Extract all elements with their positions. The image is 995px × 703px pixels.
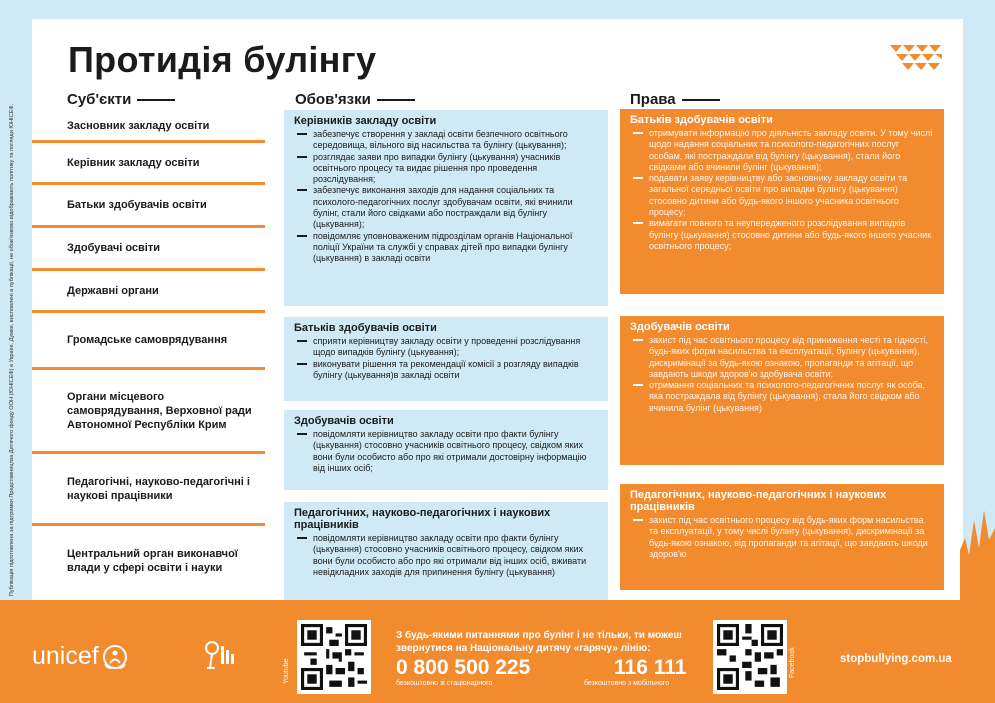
qr-code-icon — [301, 624, 367, 690]
youtube-qr-code[interactable] — [297, 620, 371, 694]
list-item: Органи місцевого самоврядування, Верховної ради Автономної Республіки Крим — [32, 370, 265, 454]
decorative-spikes-icon — [960, 510, 995, 602]
list-item: Батьки здобувачів освіти — [32, 185, 265, 228]
rights-title: Права — [630, 91, 676, 108]
list-item: виконувати рішення та рекомендації комісії з розгляду випадків булінгу (цькування)в закладі освіти — [294, 359, 598, 382]
phone-mobile[interactable]: 116 111 — [614, 656, 687, 679]
qr-code-icon — [717, 624, 783, 690]
facebook-qr-code[interactable] — [713, 620, 787, 694]
list-item: Керівник закладу освіти — [32, 143, 265, 185]
duty-heading: Педагогічних, науково-педагогічних і наукових працівників — [294, 507, 551, 531]
duty-heading: Батьків здобувачів освіти — [294, 322, 437, 334]
unicef-wordmark: unicef — [32, 642, 99, 670]
list-item: отримання соціальних та психолого-педагогічних послуг як особа, яка постраждала від булінгу (цькування), стала його свідком або вчинила булінг (цькування) — [630, 380, 934, 414]
list-item: Центральний орган виконавчої влади у сфері освіти і науки — [67, 548, 238, 574]
duties-title: Обов'язки — [295, 91, 371, 108]
phone-mobile-note: безкоштовно з мобільного — [584, 680, 670, 687]
rights-box-students — [620, 316, 944, 465]
rights-heading: Педагогічних, науково-педагогічних і наукових працівників — [630, 489, 887, 513]
duty-box-students — [284, 410, 608, 490]
duty-box-heads — [284, 110, 608, 306]
website-link[interactable]: stopbullying.com.ua — [840, 653, 952, 665]
duty-heading: Здобувачів освіти — [294, 415, 394, 427]
triangles-logo-icon — [890, 45, 942, 71]
hotline-line-1: З будь-якими питаннями про булінг і не тільки, ти можеш — [396, 630, 682, 641]
hotline-line-2: звернутися на Національну дитячу «гарячу» лінію: — [396, 643, 651, 654]
list-item: повідомляти керівництво закладу освіти про факти булінгу (цькування) стосовно учасників освітнього процесу, свідком яких вони були особисто або про які отримали достовірну інформацію від інших осіб; — [294, 429, 598, 474]
rights-header — [630, 91, 720, 108]
subjects-list — [32, 112, 265, 596]
list-item: отримувати інформацію про діяльність закладу освіти. У тому числі щодо надання соціальних та психолого-педагогічних послуг особам, які постраждали від булінгу (цькування), стали його свідками або вчинили булінг (цькування); — [630, 128, 934, 173]
list-item: розглядає заяви про випадки булінгу (цькування) учасників освітнього процесу та видає рішення про проведення розслідування; — [294, 152, 598, 186]
rights-heading: Здобувачів освіти — [630, 321, 730, 333]
list-item: Державні органи — [32, 271, 265, 313]
main-card — [32, 19, 963, 615]
youtube-label: Youtube — [283, 658, 290, 684]
list-item: подавати заяву керівництву або засновнику закладу освіти та загальної середньої освіти про випадки булінгу (цькування) стосовно дитини або будь-якого іншого учасника освітнього процесу; — [630, 173, 934, 218]
unicef-logo — [32, 642, 128, 671]
footer — [0, 600, 995, 703]
duties-header — [295, 91, 415, 108]
hotline-text — [396, 629, 682, 655]
rights-box-parents — [620, 109, 944, 294]
duty-box-parents — [284, 317, 608, 401]
sidebar-disclaimer — [2, 20, 22, 680]
facebook-label: Facebook — [789, 647, 796, 678]
list-item: захист під час освітнього процесу від приниження честі та гідності, будь-яких форм насильства та експлуатації, булінгу (цькування), дискримінації за будь-якою ознакою, пропаганди та агітації, що завдають шкоди здоров'ю здобувача освіти; — [630, 335, 934, 380]
list-item: Здобувачі освіти — [32, 228, 265, 271]
list-item: сприяти керівництву закладу освіти у проведенні розслідування щодо випадків булінгу (цькування); — [294, 336, 598, 359]
list-item: Педагогічні, науково-педагогічні і наукові працівники — [32, 454, 265, 526]
list-item: захист під час освітнього процесу від будь-яких форм насильства та експлуатації, у тому числі булінгу (цькування), дискримінації за будь-якою ознакою, від пропаганди та агітації, що завдають шкоди здоров'ю — [630, 515, 934, 560]
list-item: Громадське самоврядування — [32, 313, 265, 370]
list-item: повідомляє уповноваженим підрозділам органів Національної поліції України та службі у справах дітей про випадки булінгу (цькування) в закладі освіти — [294, 231, 598, 265]
phone-landline-note: безкоштовно зі стаціонарного — [396, 680, 493, 687]
phone-landline[interactable]: 0 800 500 225 — [396, 656, 531, 679]
rights-box-teachers — [620, 484, 944, 590]
unicef-emblem-icon — [102, 644, 128, 670]
subjects-title: Суб'єкти — [67, 91, 132, 108]
list-item: забезпечує виконання заходів для надання соціальних та психолого-педагогічних послуг здобувачам освіти, які вчинили булінг, стали його свідками або постраждали від булінгу (цькування); — [294, 185, 598, 230]
duty-heading: Керівників закладу освіти — [294, 115, 437, 127]
subjects-header — [67, 91, 175, 108]
list-item: забезпечує створення у закладі освіти безпечного освітнього середовища, вільного від насильства та булінгу (цькування); — [294, 129, 598, 152]
ministry-logo-icon — [203, 640, 241, 670]
rights-heading: Батьків здобувачів освіти — [630, 114, 773, 126]
list-item: повідомляти керівництво закладу освіти про факти булінгу (цькування) стосовно учасників освітнього процесу, свідком яких вони були особисто або про які отримали від інших осіб, вживати невідкладних заходів для припинення булінгу (цькування) — [294, 533, 598, 578]
page-title: Протидія булінгу — [68, 39, 377, 80]
disclaimer-text: Публікація підготовлена за підтримки Представництва Дитячого фонду ООН (ЮНІСЕФ) в Україні. Думки, висловлені в публікації, не обов'язково відображають політику та погляди ЮНІСЕФ. — [9, 103, 15, 597]
list-item: вимагати повного та неупередженого розслідування випадків булінгу (цькування) стосовно дитини або будь-якого іншого учасник освітнього процесу; — [630, 218, 934, 252]
list-item: Засновник закладу освіти — [32, 112, 265, 143]
duty-box-teachers — [284, 502, 608, 611]
